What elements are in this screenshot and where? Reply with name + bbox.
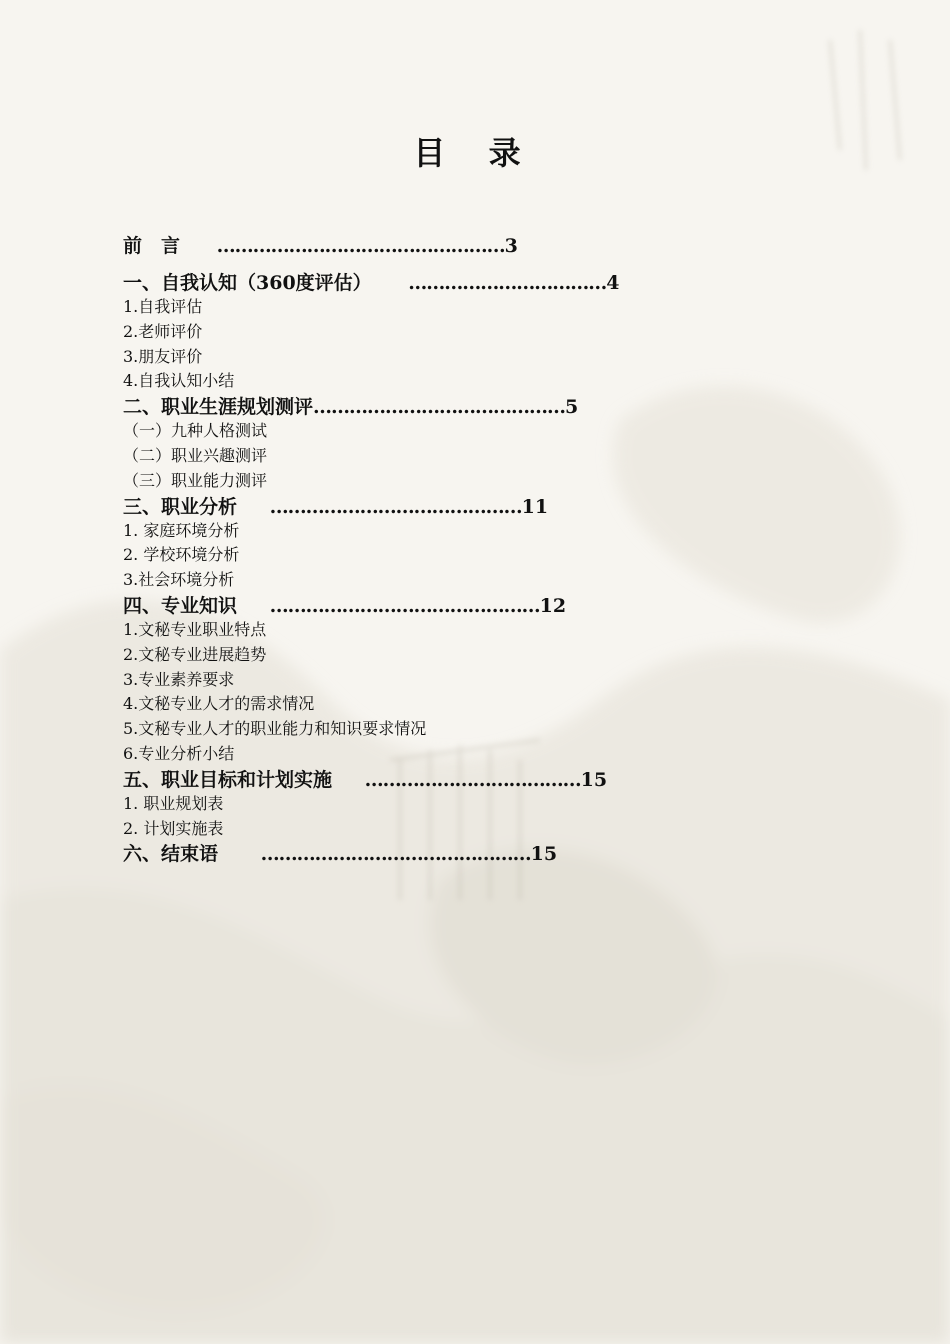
table-of-contents	[123, 233, 823, 866]
toc-heading[interactable]	[123, 841, 823, 866]
toc-subitem[interactable]: 3.专业素养要求	[123, 669, 235, 689]
toc-heading-label: 一、自我认知（360度评估）	[123, 272, 372, 294]
toc-page-number: 3	[504, 235, 518, 257]
toc-subitem[interactable]: 3.朋友评价	[123, 346, 203, 366]
toc-page-number: 12	[539, 594, 567, 617]
toc-leader-dots: ……………………………	[408, 272, 607, 294]
toc-page-number: 15	[530, 843, 558, 866]
toc-leader-dots: …………………………………………	[216, 235, 505, 257]
toc-subitem[interactable]: 4.自我认知小结	[123, 371, 235, 391]
toc-subitem[interactable]: （一）九种人格测试	[123, 421, 268, 441]
toc-heading-label: 前 言	[123, 235, 181, 257]
toc-leader-dots: ……………………………………	[313, 396, 566, 419]
toc-page-number: 15	[580, 768, 608, 791]
toc-subitem[interactable]: 2.老师评价	[123, 321, 203, 341]
toc-leader-dots: ………………………………………	[269, 594, 540, 617]
toc-subitem[interactable]: 5.文秘专业人才的职业能力和知识要求情况	[123, 719, 427, 739]
toc-subitem[interactable]: 3.社会环境分析	[123, 570, 235, 590]
toc-heading-label: 六、结束语	[123, 843, 219, 866]
toc-subitem[interactable]: 2. 计划实施表	[123, 818, 224, 838]
toc-leader-dots: ………………………………	[364, 768, 581, 791]
toc-heading[interactable]	[123, 270, 823, 295]
toc-subitem[interactable]: 1. 家庭环境分析	[123, 520, 240, 540]
toc-page-number: 4	[606, 272, 620, 294]
toc-subitem[interactable]: （三）职业能力测评	[123, 470, 268, 490]
toc-subitem[interactable]: 1.自我评估	[123, 297, 203, 316]
toc-subitem[interactable]: 2.文秘专业进展趋势	[123, 644, 267, 664]
toc-heading-label: 三、职业分析	[123, 495, 238, 518]
toc-subitem[interactable]: 1. 职业规划表	[123, 793, 224, 813]
page-title: 目 录	[413, 134, 537, 172]
toc-subitem[interactable]: （二）职业兴趣测评	[123, 445, 268, 465]
toc-heading-label: 二、职业生涯规划测评	[123, 396, 314, 419]
toc-heading[interactable]	[123, 494, 823, 519]
toc-heading[interactable]	[123, 394, 823, 419]
toc-page-number: 5	[565, 396, 579, 419]
toc-leader-dots: ………………………………………	[260, 843, 531, 866]
toc-page-number: 11	[521, 495, 549, 518]
toc-subitem[interactable]: 4.文秘专业人才的需求情况	[123, 694, 315, 714]
toc-subitem[interactable]: 6.专业分析小结	[123, 743, 235, 763]
toc-heading[interactable]	[123, 233, 823, 258]
toc-subitem[interactable]: 1.文秘专业职业特点	[123, 619, 267, 639]
toc-heading-label: 五、职业目标和计划实施	[123, 768, 333, 791]
toc-heading-label: 四、专业知识	[123, 594, 238, 617]
toc-leader-dots: ……………………………………	[269, 495, 522, 518]
toc-heading[interactable]	[123, 767, 823, 792]
toc-subitem[interactable]: 2. 学校环境分析	[123, 545, 240, 565]
toc-heading[interactable]	[123, 593, 823, 618]
